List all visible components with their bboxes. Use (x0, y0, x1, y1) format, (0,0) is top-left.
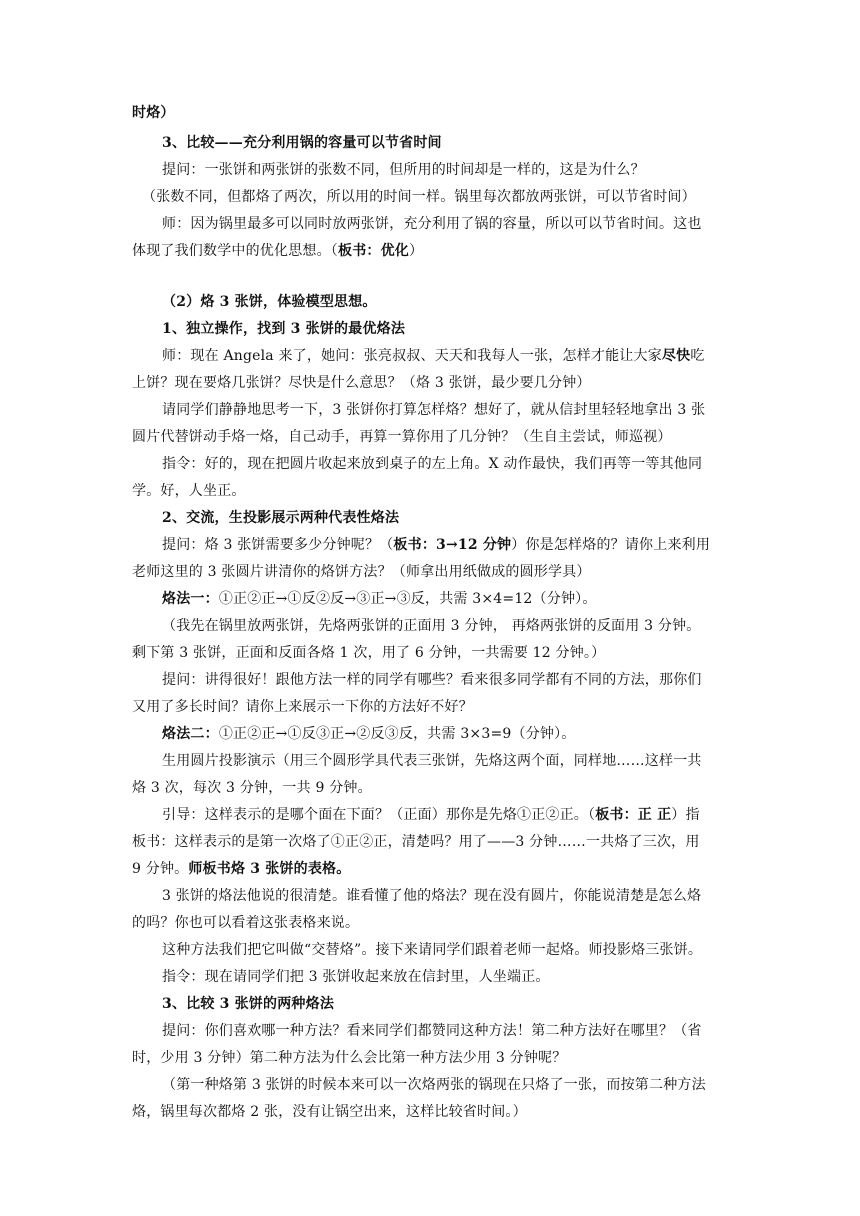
text-line (0, 778, 860, 798)
text-line (0, 589, 860, 609)
text-segment: ）你是怎样烙的？请你上来利用 (511, 537, 711, 553)
text-line (0, 751, 860, 771)
text-line (0, 724, 860, 744)
text-line (0, 886, 860, 906)
text-line (0, 241, 860, 261)
text-line (0, 562, 860, 582)
text-segment: 指令：现在请同学们把 3 张饼收起来放在信封里，人坐端正。 (162, 969, 550, 985)
text-line (0, 319, 860, 339)
text-line (0, 187, 860, 207)
text-segment: 烙 3 次，每次 3 分钟，一共 9 分钟。 (132, 780, 372, 796)
text-segment: 圆片代替饼动手烙一烙，自己动手，再算一算你用了几分钟？（生自主尝试，师巡视） (132, 429, 672, 445)
text-line (0, 535, 860, 555)
text-line (0, 805, 860, 825)
bold-text-segment: 烙法一： (162, 591, 219, 607)
text-line (0, 133, 860, 153)
text-segment: 师：现在 Angela 来了，她问：张亮叔叔、天天和我每人一张，怎样才能让大家 (162, 348, 662, 364)
text-line (0, 508, 860, 528)
text-segment: 提问：烙 3 张饼需要多少分钟呢？（ (162, 537, 394, 553)
text-line (0, 670, 860, 690)
bold-text-segment: （2）烙 3 张饼，体验模型思想。 (162, 294, 377, 310)
text-segment: 3 张饼的烙法他说的很清楚。谁看懂了他的烙法？现在没有圆片，你能说清楚是怎么烙 (162, 888, 702, 904)
text-line (0, 1102, 860, 1122)
text-segment: 时，少用 3 分钟）第二种方法为什么会比第一种方法少用 3 分钟呢？ (132, 1050, 567, 1066)
text-segment: 提问：一张饼和两张饼的张数不同，但所用的时间却是一样的，这是为什么？ (162, 162, 645, 178)
text-segment: （张数不同，但都烙了两次，所以用的时间一样。锅里每次都放两张饼，可以节省时间） (142, 189, 696, 205)
bold-text-segment: 1、独立操作，找到 3 张饼的最优烙法 (162, 321, 406, 337)
text-segment: 又用了多长时间？请你上来展示一下你的方法好不好？ (132, 699, 473, 715)
bold-text-segment: 3、比较——充分利用锅的容量可以节省时间 (162, 135, 442, 151)
text-line (0, 859, 860, 879)
text-segment: （第一种烙第 3 张饼的时候本来可以一次烙两张的锅现在只烙了一张，而按第二种方法 (162, 1077, 706, 1093)
text-segment: 体现了我们数学中的优化思想。（ (132, 243, 338, 259)
text-line (0, 994, 860, 1014)
text-line (0, 832, 860, 852)
bold-text-segment: 2、交流，生投影展示两种代表性烙法 (162, 510, 400, 526)
bold-text-segment: 尽快 (661, 348, 691, 364)
bold-text-segment: 板书：3→12 分钟 (393, 537, 512, 553)
text-segment: （我先在锅里放两张饼，先烙两张饼的正面用 3 分钟， 再烙两张饼的反面用 3 分钟。 (162, 618, 701, 634)
text-line (0, 454, 860, 474)
text-segment: 学。好，人坐正。 (132, 483, 246, 499)
text-segment: ） (409, 243, 424, 259)
text-segment: 生用圆片投影演示（用三个圆形学具代表三张饼，先烙这两个面，同样地……这样一共 (162, 753, 702, 769)
text-segment: 板书：这样表示的是第一次烙了①正②正，清楚吗？用了——3 分钟……一共烙了三次，用 (132, 834, 700, 850)
text-line (0, 103, 860, 123)
text-segment: ①正②正→①反③正→②反③反，共需 3×3=9（分钟）。 (218, 726, 576, 742)
text-line (0, 697, 860, 717)
text-segment: 提问：你们喜欢哪一种方法？看来同学们都赞同这种方法！第二种方法好在哪里？（省 (162, 1023, 702, 1039)
text-segment: 这种方法我们把它叫做“交替烙”。接下来请同学们跟着老师一起烙。师投影烙三张饼。 (162, 942, 703, 958)
bold-text-segment: 3、比较 3 张饼的两种烙法 (162, 996, 335, 1012)
bold-text-segment: 师板书烙 3 张饼的表格。 (188, 861, 351, 877)
bold-text-segment: 板书：正 正 (595, 807, 672, 823)
text-segment: 的吗？你也可以看着这张表格来说。 (132, 915, 360, 931)
text-segment: 师：因为锅里最多可以同时放两张饼，充分利用了锅的容量，所以可以节省时间。这也 (162, 216, 702, 232)
text-segment: 引导：这样表示的是哪个面在下面？（正面）那你是先烙①正②正。（ (162, 807, 596, 823)
text-line (0, 400, 860, 420)
text-line (0, 967, 860, 987)
text-segment: 9 分钟。 (132, 861, 189, 877)
text-line (0, 481, 860, 501)
text-line (0, 292, 860, 312)
text-segment: 提问：讲得很好！跟他方法一样的同学有哪些？看来很多同学都有不同的方法，那你们 (162, 672, 702, 688)
text-line (0, 913, 860, 933)
text-line (0, 214, 860, 234)
text-line (0, 427, 860, 447)
text-line (0, 373, 860, 393)
text-segment: 吃 (690, 348, 705, 364)
text-segment: 上饼？现在要烙几张饼？尽快是什么意思？（烙 3 张饼，最少要几分钟） (132, 375, 591, 391)
bold-text-segment: 时烙） (132, 105, 175, 121)
text-line (0, 1048, 860, 1068)
text-line (0, 1021, 860, 1041)
bold-text-segment: 板书：优化 (338, 243, 409, 259)
text-segment: ①正②正→①反②反→③正→③反，共需 3×4=12（分钟）。 (218, 591, 597, 607)
text-line (0, 1075, 860, 1095)
text-segment: 剩下第 3 张饼，正面和反面各烙 1 次，用了 6 分钟，一共需要 12 分钟。） (132, 645, 606, 661)
bold-text-segment: 烙法二： (162, 726, 219, 742)
text-line (0, 160, 860, 180)
text-segment: ）指 (671, 807, 700, 823)
text-segment: 指令：好的，现在把圆片收起来放到桌子的左上角。X 动作最快，我们再等一等其他同 (162, 456, 703, 472)
text-line (0, 643, 860, 663)
text-line (0, 346, 860, 366)
text-segment: 请同学们静静地思考一下，3 张饼你打算怎样烙？想好了，就从信封里轻轻地拿出 3 张 (162, 402, 706, 418)
text-segment: 烙，锅里每次都烙 2 张，没有让锅空出来，这样比较省时间。） (132, 1104, 527, 1120)
text-line (0, 616, 860, 636)
text-segment: 老师这里的 3 张圆片讲清你的烙饼方法？（师拿出用纸做成的圆形学具） (132, 564, 591, 580)
text-line (0, 940, 860, 960)
